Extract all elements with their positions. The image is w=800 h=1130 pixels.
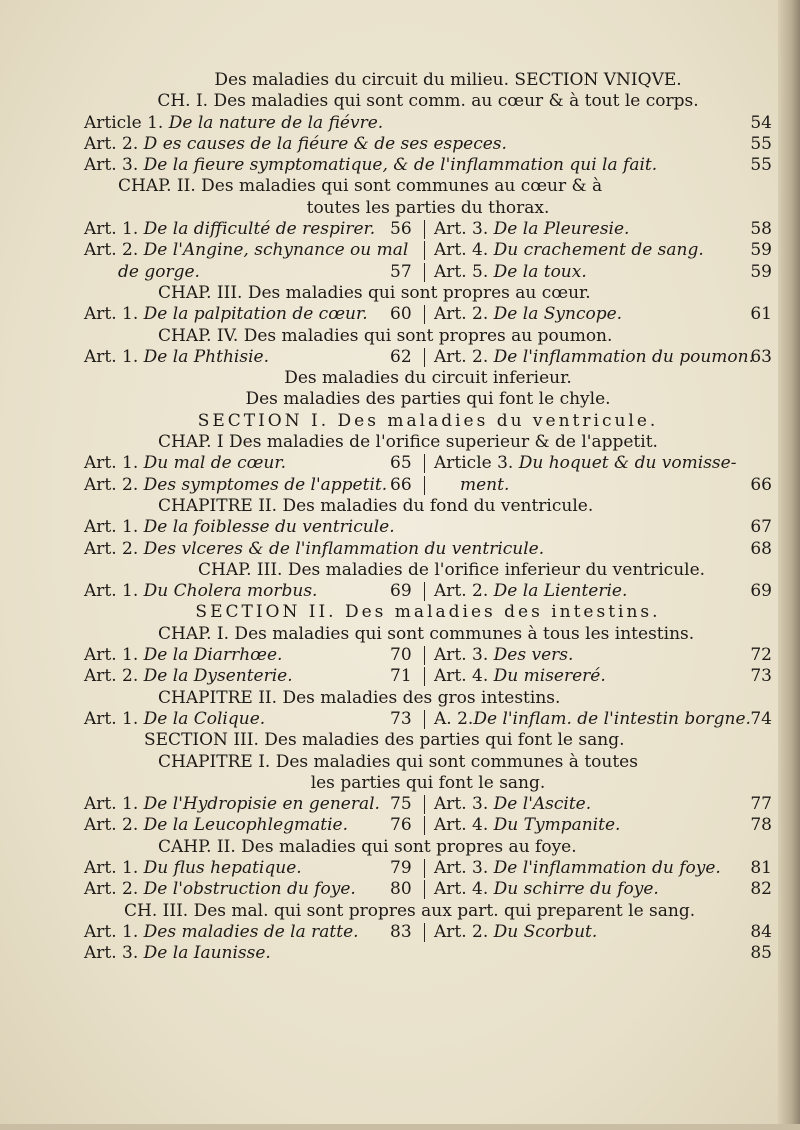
article-title: Du mal de cœur. xyxy=(143,453,287,474)
page-number: 66 xyxy=(750,474,772,495)
page-number: 81 xyxy=(750,857,772,878)
article-label: Art. 3. xyxy=(434,219,489,240)
toc-row xyxy=(84,666,772,687)
chapter-heading: CHAP. IV. Des maladies qui sont propres au poumon. xyxy=(158,325,613,346)
article-title: Des vlceres & de l'inflammation du ventricule. xyxy=(143,538,545,559)
page-number: 67 xyxy=(750,517,772,538)
chapter-heading: CHAP. I. Des maladies qui sont communes à tous les intestins. xyxy=(158,623,695,644)
chapter-heading: CHAPITRE II. Des maladies du fond du ventricule. xyxy=(158,495,594,516)
article-title: De la palpitation de cœur. xyxy=(143,304,368,325)
page-number: 54 xyxy=(750,112,772,133)
page-number: 78 xyxy=(750,815,772,836)
column-divider xyxy=(424,263,425,282)
article-title: De la Diarrhœe. xyxy=(143,645,283,666)
article-label: A. 2. xyxy=(434,708,474,729)
article-title: De la difficulté de respirer. xyxy=(143,219,376,240)
article-label: Art. 2. xyxy=(84,815,139,836)
toc-entry xyxy=(84,113,772,134)
page-number: 56 xyxy=(390,219,412,240)
article-title: De la foiblesse du ventricule. xyxy=(143,517,395,538)
article-title: de gorge. xyxy=(118,261,200,282)
toc-row xyxy=(84,347,772,368)
column-divider xyxy=(424,859,425,878)
chapter-heading-continued: les parties qui font le sang. xyxy=(310,772,546,793)
toc-row xyxy=(84,815,772,836)
part-heading: Des maladies des parties qui font le chyle. xyxy=(245,389,611,410)
toc-entry xyxy=(84,134,772,155)
article-label: Art. 3. xyxy=(434,857,489,878)
page-number: 73 xyxy=(750,666,772,687)
page-number: 69 xyxy=(750,581,772,602)
table-of-contents xyxy=(84,70,772,964)
page-number: 55 xyxy=(750,155,772,176)
column-divider xyxy=(424,348,425,367)
toc-row xyxy=(84,581,772,602)
article-title: Des symptomes de l'appetit. xyxy=(143,474,388,495)
part-heading: Des maladies du circuit inferieur. xyxy=(284,368,572,389)
article-label: Art. 4. xyxy=(434,815,489,836)
article-label: Art. 2. xyxy=(84,133,139,154)
article-label: Article 1. xyxy=(84,112,164,133)
page-number: 77 xyxy=(750,794,772,815)
article-title: Des vers. xyxy=(493,645,574,666)
article-title: Du Scorbut. xyxy=(493,921,598,942)
chapter-heading: CHAP. III. Des maladies qui sont propres au cœur. xyxy=(158,282,591,303)
page-number: 85 xyxy=(750,943,772,964)
page-number: 66 xyxy=(390,474,412,495)
column-divider xyxy=(424,646,425,665)
page-bottom-edge xyxy=(0,1124,800,1130)
article-label: Art. 4. xyxy=(434,666,489,687)
toc-row xyxy=(84,219,772,240)
toc-entry xyxy=(84,517,772,538)
article-title: De la Lienterie. xyxy=(493,581,628,602)
article-label: Art. 3. xyxy=(84,155,139,176)
column-divider xyxy=(424,795,425,814)
page-number: 62 xyxy=(390,346,412,367)
toc-row xyxy=(84,645,772,666)
article-label: Art. 1. xyxy=(84,453,139,474)
article-title: Du Cholera morbus. xyxy=(143,581,318,602)
article-label: Art. 1. xyxy=(84,794,139,815)
page-number: 70 xyxy=(390,645,412,666)
article-label: Art. 1. xyxy=(84,921,139,942)
toc-row xyxy=(84,922,772,943)
page-number: 74 xyxy=(750,708,772,729)
toc-row xyxy=(84,453,772,474)
article-title: De l'inflammation du foye. xyxy=(493,857,721,878)
page-number: 63 xyxy=(750,346,772,367)
column-divider xyxy=(424,305,425,324)
article-label: Art. 1. xyxy=(84,581,139,602)
page-number: 59 xyxy=(750,261,772,282)
toc-row xyxy=(84,794,772,815)
article-label: Art. 1. xyxy=(84,857,139,878)
article-label: Art. 2. xyxy=(84,879,139,900)
article-title: De l'inflammation du poumon. xyxy=(493,346,754,367)
page-number: 80 xyxy=(390,879,412,900)
article-label: Art. 3. xyxy=(434,794,489,815)
column-divider xyxy=(424,667,425,686)
article-label: Art. 1. xyxy=(84,708,139,729)
book-spine-edge xyxy=(778,0,800,1130)
article-title: De la Dysenterie. xyxy=(143,666,293,687)
column-divider xyxy=(424,880,425,899)
page-number: 68 xyxy=(750,538,772,559)
article-label: Art. 2. xyxy=(84,538,139,559)
article-label: Art. 1. xyxy=(84,517,139,538)
chapter-heading: CHAP. III. Des maladies de l'orifice inferieur du ventricule. xyxy=(198,559,706,580)
article-label: Art. 3. xyxy=(84,943,139,964)
page-number: 72 xyxy=(750,645,772,666)
article-title: De la Pleuresie. xyxy=(493,219,630,240)
toc-row xyxy=(84,475,772,496)
column-divider xyxy=(424,476,425,495)
article-label: Art. 2. xyxy=(434,581,489,602)
article-title: D es causes de la fiéure & de ses especes. xyxy=(143,133,507,154)
article-title: De la fieure symptomatique, & de l'inflammation qui la fait. xyxy=(143,155,658,176)
chapter-heading: CHAP. I Des maladies de l'orifice superieur & de l'appetit. xyxy=(158,432,658,453)
article-title: De l'Hydropisie en general. xyxy=(143,794,380,815)
page-number: 57 xyxy=(390,261,412,282)
section-heading: SECTION I. Des maladies du ventricule. xyxy=(197,410,659,431)
column-divider xyxy=(424,582,425,601)
article-title: ment. xyxy=(460,474,510,495)
chapter-heading: CHAPITRE II. Des maladies des gros intestins. xyxy=(158,687,561,708)
page-number: 65 xyxy=(390,453,412,474)
toc-row xyxy=(84,262,772,283)
chapter-heading: CAHP. II. Des maladies qui sont propres au foye. xyxy=(158,836,577,857)
page-number: 83 xyxy=(390,921,412,942)
article-label: Art. 1. xyxy=(84,346,139,367)
column-divider xyxy=(424,241,425,260)
article-title: De l'inflam. de l'intestin borgne. xyxy=(473,708,751,729)
article-label: Art. 2. xyxy=(84,240,139,261)
article-title: Du flus hepatique. xyxy=(143,857,302,878)
toc-entry xyxy=(84,155,772,176)
section-heading: SECTION III. Des maladies des parties qui font le sang. xyxy=(144,730,625,751)
article-title: Du crachement de sang. xyxy=(493,240,704,261)
page-number: 79 xyxy=(390,857,412,878)
page-number: 84 xyxy=(750,921,772,942)
toc-row xyxy=(84,240,772,261)
article-label: Art. 3. xyxy=(434,645,489,666)
article-title: De la Phthisie. xyxy=(143,346,269,367)
article-label: Art. 1. xyxy=(84,304,139,325)
article-title: Du schirre du foye. xyxy=(493,879,659,900)
toc-row xyxy=(84,858,772,879)
article-title: Des maladies de la ratte. xyxy=(143,921,359,942)
column-divider xyxy=(424,220,425,239)
page-number: 59 xyxy=(750,240,772,261)
chapter-heading: CHAPITRE I. Des maladies qui sont communes à toutes xyxy=(158,751,638,772)
article-title: Du misereré. xyxy=(493,666,606,687)
column-divider xyxy=(424,710,425,729)
chapter-heading: CHAP. II. Des maladies qui sont communes au cœur & à xyxy=(118,176,603,197)
page-number: 75 xyxy=(390,794,412,815)
page-number: 69 xyxy=(390,581,412,602)
article-label: Art. 5. xyxy=(434,261,489,282)
section-heading: SECTION II. Des maladies des intestins. xyxy=(195,602,661,623)
section-heading: Des maladies du circuit du milieu. SECTION VNIQVE. xyxy=(214,70,682,90)
toc-entry xyxy=(84,539,772,560)
column-divider xyxy=(424,454,425,473)
article-label: Article 3. xyxy=(434,453,514,474)
toc-row xyxy=(84,304,772,325)
article-title: De la Syncope. xyxy=(493,304,623,325)
article-title: De la Iaunisse. xyxy=(143,943,271,964)
page-number: 58 xyxy=(750,219,772,240)
article-label: Art. 1. xyxy=(84,219,139,240)
article-label: Art. 1. xyxy=(84,645,139,666)
article-title: Du Tympanite. xyxy=(493,815,621,836)
page-number: 55 xyxy=(750,133,772,154)
article-label: Art. 4. xyxy=(434,240,489,261)
article-title: De la toux. xyxy=(493,261,587,282)
article-title: De l'obstruction du foye. xyxy=(143,879,356,900)
article-label: Art. 2. xyxy=(434,346,489,367)
chapter-heading: CH. I. Des maladies qui sont comm. au cœur & à tout le corps. xyxy=(157,91,699,112)
article-label: Art. 2. xyxy=(84,666,139,687)
page-number: 73 xyxy=(390,708,412,729)
toc-row xyxy=(84,709,772,730)
article-title: De la Leucophlegmatie. xyxy=(143,815,348,836)
toc-entry xyxy=(84,943,772,964)
chapter-heading: CH. III. Des mal. qui sont propres aux part. qui preparent le sang. xyxy=(124,900,696,921)
toc-row xyxy=(84,879,772,900)
page-number: 76 xyxy=(390,815,412,836)
article-label: Art. 2. xyxy=(84,474,139,495)
article-title: Du hoquet & du vomisse- xyxy=(518,453,737,474)
article-label: Art. 2. xyxy=(434,921,489,942)
page-number: 71 xyxy=(390,666,412,687)
column-divider xyxy=(424,923,425,942)
article-title: De la Colique. xyxy=(143,708,266,729)
page-number: 82 xyxy=(750,879,772,900)
article-label: Art. 2. xyxy=(434,304,489,325)
page-number: 61 xyxy=(750,304,772,325)
column-divider xyxy=(424,816,425,835)
chapter-heading-continued: toutes les parties du thorax. xyxy=(306,197,550,218)
article-title: De l'Angine, schynance ou mal xyxy=(143,240,409,261)
article-title: De l'Ascite. xyxy=(493,794,592,815)
article-title: De la nature de la fiévre. xyxy=(168,112,384,133)
article-label: Art. 4. xyxy=(434,879,489,900)
page-number: 60 xyxy=(390,304,412,325)
